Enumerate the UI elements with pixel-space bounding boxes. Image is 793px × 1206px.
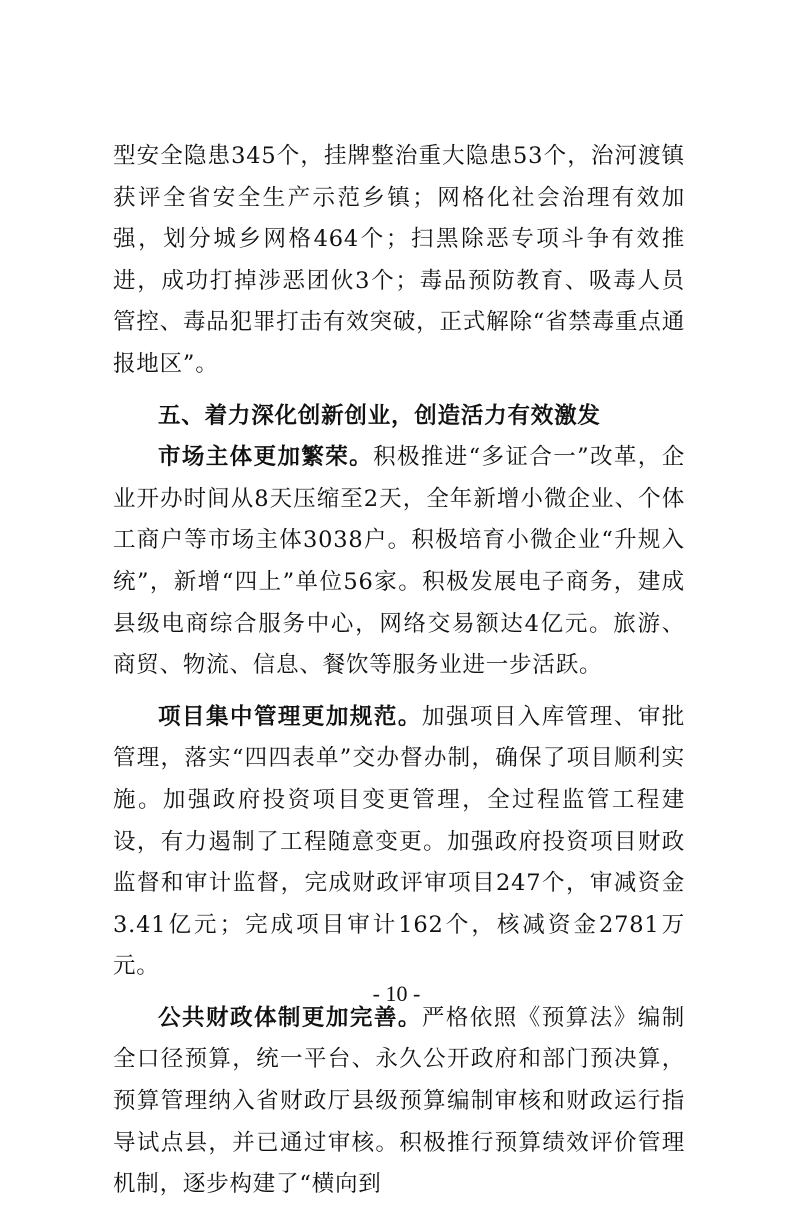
paragraph-market-entities [113, 437, 685, 687]
paragraph-lead: 项目集中管理更加规范。 [158, 703, 422, 730]
continued-paragraph: 型安全隐患345个，挂牌整治重大隐患53个，治河渡镇获评全省安全生产示范乡镇；网格化社会治理有效加强，划分城乡网格464个；扫黑除恶专项斗争有效推进，成功打掉涉恶团伙3个；毒品预防教育、吸毒人员管控、毒品犯罪打击有效突破，正式解除“省禁毒重点通报地区”。 [113, 143, 685, 377]
paragraph-text: 加强项目入库管理、审批管理，落实“四四表单”交办督办制，确保了项目顺利实施。加强政府投资项目变更管理，全过程监管工程建设，有力遏制了工程随意变更。加强政府投资项目财政监督和审计监督，完成财政评审项目247个，审减资金3.41亿元；完成项目审计162个，核减资金2781万元。 [113, 703, 685, 980]
paragraph-text: 严格依照《预算法》编制全口径预算，统一平台、永久公开政府和部门预决算，预算管理纳入省财政厅县级预算编制审核和财政运行指导试点县，并已通过审核。积极推行预算绩效评价管理机制，逐步构建了“横向到 [113, 1004, 685, 1198]
paragraph-project-management [113, 697, 685, 988]
paragraph-lead: 市场主体更加繁荣。 [158, 444, 374, 471]
section-heading: 五、着力深化创新创业，创造活力有效激发 [158, 402, 601, 429]
paragraph-text: 积极推进“多证合一”改革，企业开办时间从8天压缩至2天，全年新增小微企业、个体工商户等市场主体3038户。积极培育小微企业“升规入统”，新增“四上”单位56家。积极发展电子商务，建成县级电商综合服务中心，网络交易额达4亿元。旅游、商贸、物流、信息、餐饮等服务业进一步活跃。 [113, 444, 685, 679]
paragraph-lead: 公共财政体制更加完善。 [158, 1004, 422, 1031]
paragraph-public-finance [113, 998, 685, 1206]
document-body [113, 136, 685, 1206]
page-number: - 10 - [372, 981, 421, 1006]
